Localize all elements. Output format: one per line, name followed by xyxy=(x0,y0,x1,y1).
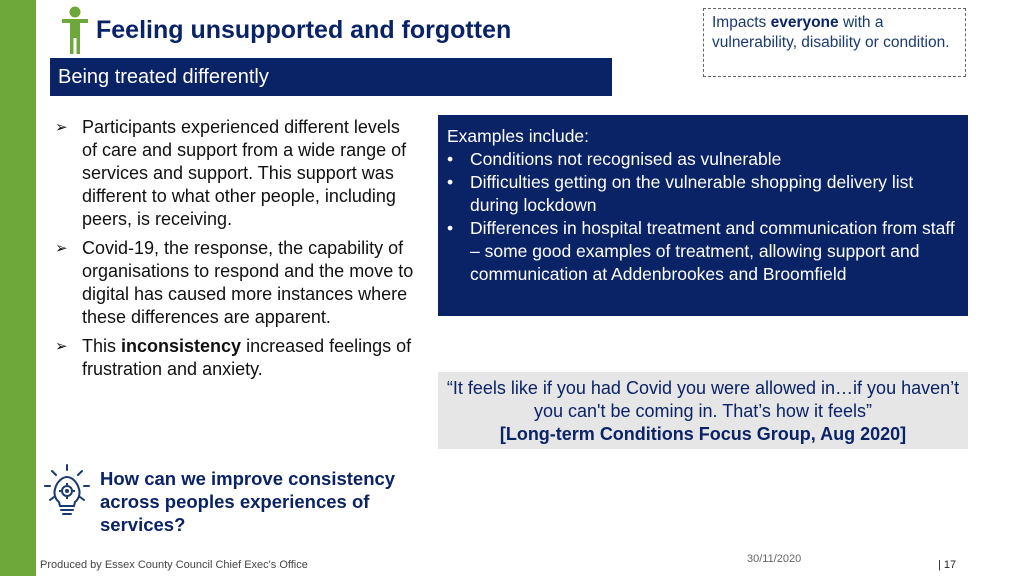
finding-text: Covid-19, the response, the capability of organisations to respond and the move to digital has caused more instances where these differences are apparent. xyxy=(82,238,414,327)
impact-suffix: with a vulnerability, disability or condition. xyxy=(712,14,950,51)
finding-item xyxy=(52,116,417,231)
bullet-dot: • xyxy=(447,218,454,238)
improvement-question: How can we improve consistency across peoples experiences of services? xyxy=(100,468,396,535)
quote-source: [Long-term Conditions Focus Group, Aug 2020] xyxy=(499,424,907,444)
page-number: | 17 xyxy=(938,559,957,571)
example-text: Difficulties getting on the vulnerable shopping delivery list during lockdown xyxy=(470,172,914,215)
section-subtitle: Being treated differently xyxy=(50,58,612,96)
impact-emphasis: everyone xyxy=(770,14,839,31)
bullet-dot: • xyxy=(447,172,454,192)
example-text: Conditions not recognised as vulnerable xyxy=(470,149,782,169)
finding-suffix: increased feelings of frustration and anxiety. xyxy=(82,336,412,379)
footer-date: 30/11/2020 xyxy=(747,553,802,565)
example-item xyxy=(447,217,958,286)
example-text: Differences in hospital treatment and communication from staff – some good examples of treatment, allowing support and communication at Addenbrookes and Broomfield xyxy=(470,218,955,284)
lightbulb-gear-icon xyxy=(44,464,90,518)
examples-box xyxy=(438,115,968,316)
green-side-bar xyxy=(0,0,36,576)
arrow-bullet-icon: ➢ xyxy=(55,119,68,136)
quote-box xyxy=(438,372,968,449)
findings-list xyxy=(52,116,417,387)
finding-emphasis: inconsistency xyxy=(121,336,242,356)
footer-credit: Produced by Essex County Council Chief Exec's Office xyxy=(40,559,308,571)
finding-prefix: This xyxy=(82,336,122,356)
person-icon xyxy=(58,6,92,56)
page-title: Feeling unsupported and forgotten xyxy=(96,16,512,44)
finding-text: Participants experienced different levels of care and support from a wide range of services and support. This support was different to what other people, including peers, is receiving. xyxy=(82,117,407,229)
impact-note xyxy=(703,8,966,77)
quote-text: “It feels like if you had Covid you were allowed in…if you haven’t you can't be coming in. That’s how it feels” xyxy=(446,378,960,421)
bullet-dot: • xyxy=(447,149,454,169)
finding-item xyxy=(52,237,417,329)
impact-prefix: Impacts xyxy=(712,14,771,31)
finding-item xyxy=(52,335,417,381)
arrow-bullet-icon: ➢ xyxy=(55,338,68,355)
examples-list xyxy=(447,148,958,286)
examples-heading: Examples include: xyxy=(447,126,590,146)
example-item xyxy=(447,171,958,217)
arrow-bullet-icon: ➢ xyxy=(55,240,68,257)
example-item xyxy=(447,148,958,171)
